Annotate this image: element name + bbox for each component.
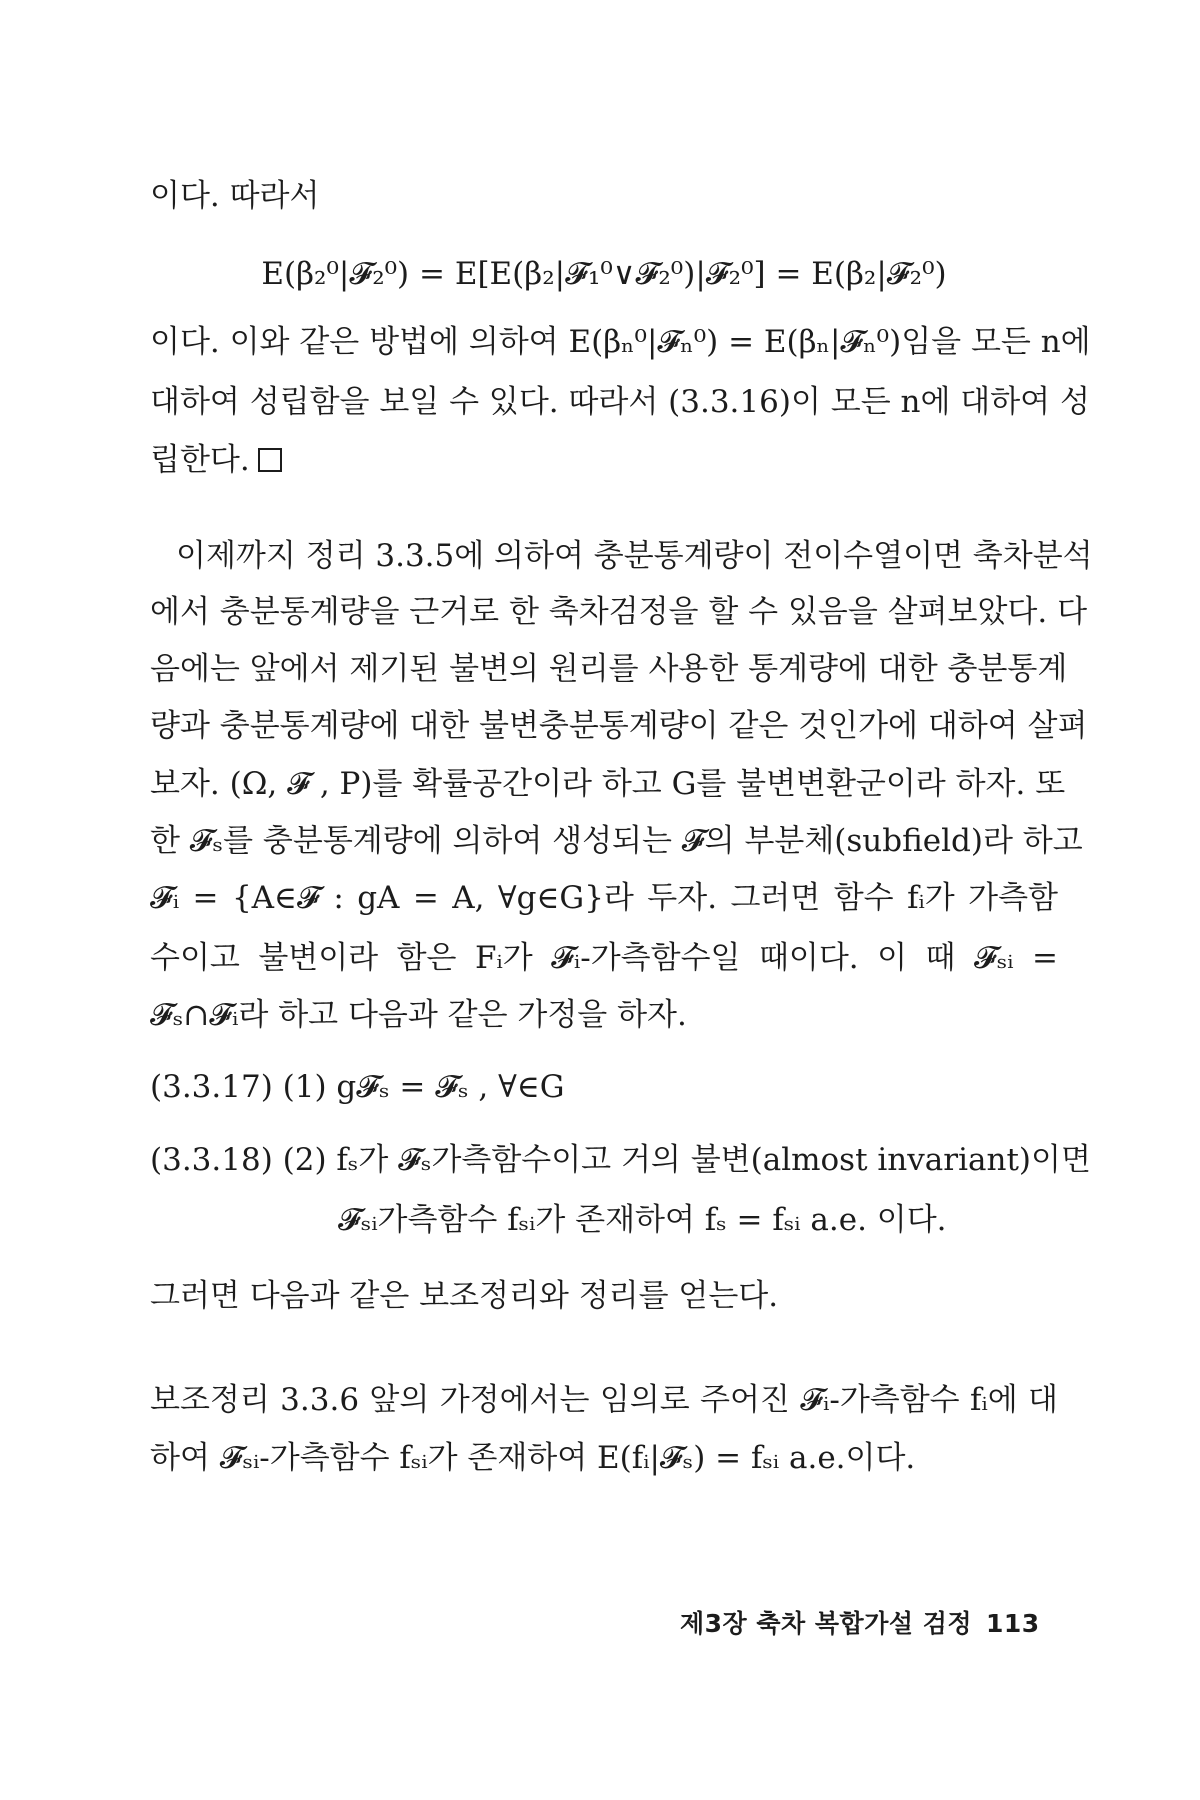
assumption-line: (3.3.17) (1) g𝓕ₛ = 𝓕ₛ , ∀∈G <box>150 1069 565 1105</box>
text-fragment: 립한다. <box>150 442 250 478</box>
text-line <box>150 440 1058 480</box>
equation-line: E(β₂⁰|𝓕₂⁰) = E[E(β₂|𝓕₁⁰∨𝓕₂⁰)|𝓕₂⁰] = E(β₂|𝓕₂⁰) <box>261 256 947 292</box>
text-line: 이다. 이와 같은 방법에 의하여 E(βₙ⁰|𝓕ₙ⁰) = E(βₙ|𝓕ₙ⁰)임을 모든 n에 <box>150 324 1091 360</box>
qed-square-icon <box>258 448 282 472</box>
lemma-line: 하여 𝓕ₛᵢ-가측함수 fₛᵢ가 존재하여 E(fᵢ|𝓕ₛ) = fₛᵢ a.e.이다. <box>150 1440 916 1476</box>
text-line: 그러면 다음과 같은 보조정리와 정리를 얻는다. <box>150 1278 779 1314</box>
text-line: 대하여 성립함을 보일 수 있다. 따라서 (3.3.16)이 모든 n에 대하여 성 <box>150 384 1090 420</box>
text-line: 𝓕ᵢ = {A∈𝓕 : gA = A, ∀g∈G}라 두자. 그러면 함수 fᵢ가 가측함 <box>150 880 1058 916</box>
lemma-line: 보조정리 3.3.6 앞의 가정에서는 임의로 주어진 𝓕ᵢ-가측함수 fᵢ에 대 <box>150 1382 1058 1418</box>
text-line: 이다. 따라서 <box>150 178 320 214</box>
chapter-title: 제3장 축차 복합가설 검정 <box>680 1609 973 1638</box>
text-line: 수이고 불변이라 함은 Fᵢ가 𝓕ᵢ-가측함수일 때이다. 이 때 𝓕ₛᵢ = <box>150 940 1058 976</box>
page-number: 113 <box>986 1609 1040 1638</box>
text-line: 𝓕ₛ∩𝓕ᵢ라 하고 다음과 같은 가정을 하자. <box>150 997 687 1033</box>
text-line: 보자. (Ω, 𝓕 , P)를 확률공간이라 하고 G를 불변변환군이라 하자. 또 <box>150 766 1066 802</box>
assumption-line: (3.3.18) (2) fₛ가 𝓕ₛ가측함수이고 거의 불변(almost invariant)이면 <box>150 1142 1091 1178</box>
page-footer <box>680 1604 1040 1640</box>
text-line: 에서 충분통계량을 근거로 한 축차검정을 할 수 있음을 살펴보았다. 다 <box>150 594 1088 630</box>
text-line: 이제까지 정리 3.3.5에 의하여 충분통계량이 전이수열이면 축차분석 <box>176 538 1093 574</box>
text-line: 량과 충분통계량에 대한 불변충분통계량이 같은 것인가에 대하여 살펴 <box>150 708 1088 744</box>
text-line: 음에는 앞에서 제기된 불변의 원리를 사용한 통계량에 대한 충분통계 <box>150 651 1068 687</box>
assumption-continuation: 𝓕ₛᵢ가측함수 fₛᵢ가 존재하여 fₛ = fₛᵢ a.e. 이다. <box>338 1202 947 1238</box>
text-line: 한 𝓕ₛ를 충분통계량에 의하여 생성되는 𝓕의 부분체(subfield)라 하고 <box>150 823 1083 859</box>
